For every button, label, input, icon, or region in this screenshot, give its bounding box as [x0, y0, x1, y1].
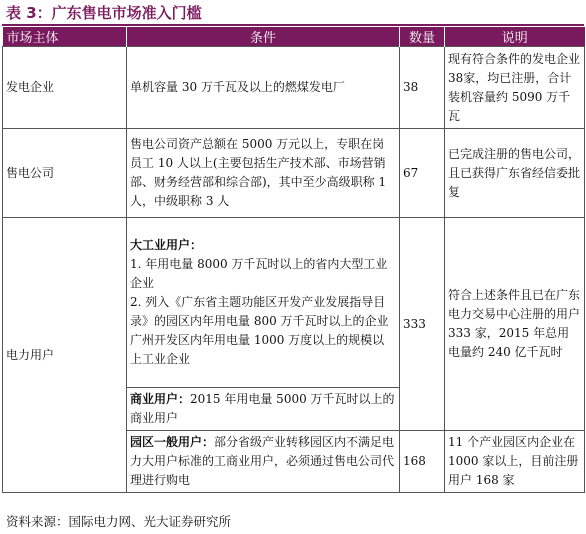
subject-cell: 发电企业 — [3, 47, 127, 129]
quantity-cell: 38 — [400, 47, 445, 129]
condition-cell — [127, 388, 400, 431]
commercial-user-heading: 商业用户： — [130, 392, 191, 406]
table-title: 表 3：广东售电市场准入门槛 — [6, 4, 202, 22]
condition-cell — [127, 218, 400, 388]
header-row — [3, 27, 585, 47]
quantity-cell: 168 — [400, 431, 445, 493]
table-row-generation — [3, 47, 585, 129]
note-cell: 已完成注册的售电公司，且已获得广东省经信委批复 — [445, 129, 585, 218]
table-row-retail — [3, 129, 585, 218]
source-note: 资料来源：国际电力网、光大证券研究所 — [6, 514, 232, 529]
general-user-text: 部分省级产业转移园区内不满足电力大用户标准的工商业用户，必须通过售电公司代理进行购电 — [130, 435, 395, 487]
industrial-user-heading: 大工业用户： — [130, 238, 203, 252]
industrial-criterion-1: 1. 年用电量 8000 万千瓦时以上的省内大型工业企业 — [130, 257, 388, 290]
subject-cell: 售电公司 — [3, 129, 127, 218]
general-user-heading: 园区一般用户： — [130, 435, 215, 449]
note-cell: 现有符合条件的发电企业38家，均已注册，合计装机容量约 5090 万千瓦 — [445, 47, 585, 129]
industrial-criterion-2: 2. 列入《广东省主题功能区开发产业发展指导目录》的园区内年用电量 800 万千瓦时以上的企业 — [130, 295, 389, 328]
condition-cell: 单机容量 30 万千瓦及以上的燃煤发电厂 — [127, 47, 400, 129]
market-entry-table — [2, 27, 585, 493]
condition-cell — [127, 431, 400, 493]
industrial-criterion-3: 广州开发区内年用电量 1000 万度以上的规模以上工业企业 — [130, 333, 385, 366]
note-cell: 符合上述条件且已在广东电力交易中心注册的用户 333 家，2015 年总用电量约 240 亿千瓦时 — [445, 218, 585, 431]
header-quantity: 数量 — [400, 27, 445, 47]
subject-cell: 电力用户 — [3, 218, 127, 493]
quantity-cell: 67 — [400, 129, 445, 218]
title-divider — [2, 24, 584, 26]
quantity-cell: 333 — [400, 218, 445, 431]
header-condition: 条件 — [127, 27, 400, 47]
header-note: 说明 — [445, 27, 585, 47]
header-subject: 市场主体 — [3, 27, 127, 47]
commercial-user-text: 2015 年用电量 5000 万千瓦时以上的商业用户 — [130, 392, 395, 425]
table-row-industrial-user — [3, 218, 585, 388]
note-cell: 11 个产业园区内企业在 1000 家以上，目前注册用户 168 家 — [445, 431, 585, 493]
condition-cell: 售电公司资产总额在 5000 万元以上，专职在岗员工 10 人以上(主要包括生产技术部、市场营销部、财务经营部和综合部)，其中至少高级职称 1 人，中级职称 3 人 — [127, 129, 400, 218]
